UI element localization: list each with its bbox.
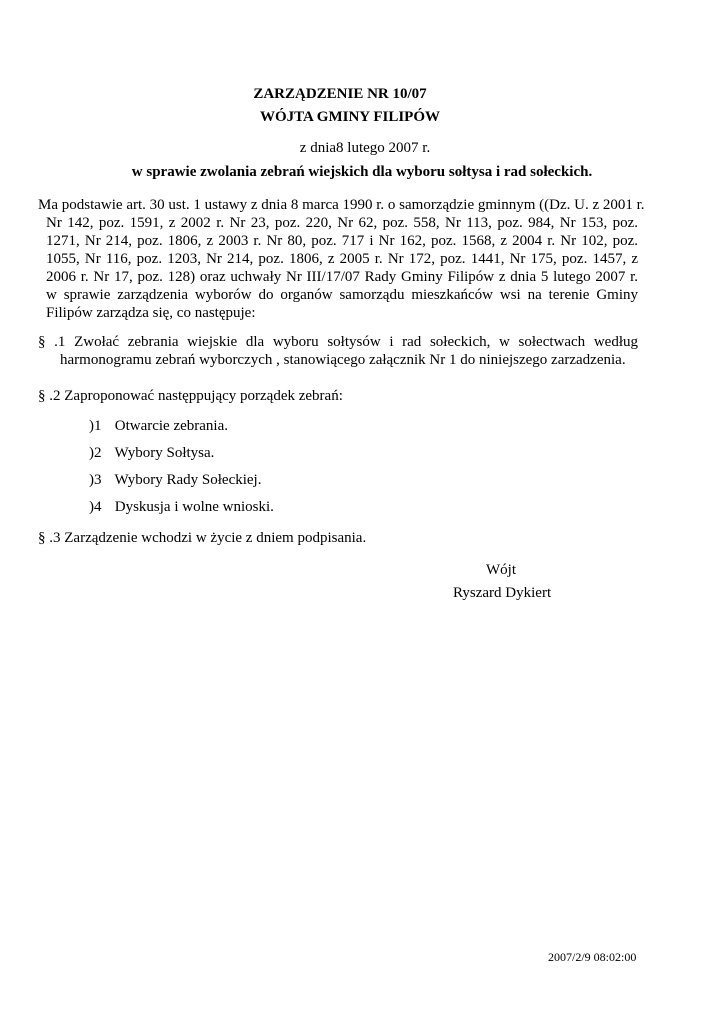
section-2-intro [38,387,638,405]
section-1-line: § .1 Zwołać zebrania wiejskie dla wyboru sołtysów i rad sołeckich, w sołectwach według [38,334,638,350]
list-item-text: Wybory Sołtysa. [114,445,215,461]
list-item-number: )3 [89,472,102,488]
basis-line: Nr 142, poz. 1591, z 2002 r. Nr 23, poz. 220, Nr 62, poz. 558, Nr 113, poz. 984, Nr 153, poz. [46,215,638,231]
list-item-text: Dyskusja i wolne wnioski. [114,499,274,515]
basis-line: 2006 r. Nr 17, poz. 128) oraz uchwały Nr III/17/07 Rady Gminy Filipów z dnia 5 lutego 2007 r. [46,269,638,285]
document-date: z dnia8 lutego 2007 r. [299,140,431,156]
list-item-number: )2 [89,445,102,461]
basis-line: 1055, Nr 116, poz. 1203, Nr 214, poz. 1806, z 2005 r. Nr 172, poz. 1441, Nr 175, poz. 1457, z [46,251,638,267]
basis-line: 1271, Nr 214, poz. 1806, z 2003 r. Nr 80, poz. 717 i Nr 162, poz. 1568, z 2004 r. Nr 102, poz. [46,233,638,249]
list-item-text: Otwarcie zebrania. [114,418,229,434]
signature-title: Wójt [486,562,516,578]
basis-line: Filipów zarządza się, co następuje: [46,305,256,321]
document-title: ZARZĄDZENIE NR 10/07 [253,86,427,102]
agenda-list [89,417,274,525]
section-1-paragraph [38,333,638,369]
list-item [89,471,274,498]
list-item-text: Wybory Rady Sołeckiej. [114,472,262,488]
list-item [89,417,274,444]
document-subject: w sprawie zwolania zebrań wiejskich dla wyboru sołtysa i rad sołeckich. [131,164,593,180]
section-1-line: harmonogramu zebrań wyborczych , stanowiącego załącznik Nr 1 do niniejszego zarzadzenia. [60,352,626,368]
legal-basis-paragraph [38,196,645,322]
list-item-number: )4 [89,499,102,515]
list-item-number: )1 [89,418,102,434]
section-3-paragraph [38,529,638,547]
document-issuer: WÓJTA GMINY FILIPÓW [259,109,441,125]
footer-timestamp: 2007/2/9 08:02:00 [548,950,637,964]
section-3-text: § .3 Zarządzenie wchodzi w życie z dniem podpisania. [38,530,367,546]
basis-line: Ma podstawie art. 30 ust. 1 ustawy z dnia 8 marca 1990 r. o samorządzie gminnym ((Dz. U. z 2001 r. [38,197,645,213]
basis-line: w sprawie zarządzenia wyborów do organów samorządu mieszkańców wsi na terenie Gminy [46,287,638,303]
list-item [89,498,274,525]
list-item [89,444,274,471]
signature-name: Ryszard Dykiert [453,585,552,601]
section-2-intro-text: § .2 Zaproponować następpujący porządek zebrań: [38,388,343,404]
